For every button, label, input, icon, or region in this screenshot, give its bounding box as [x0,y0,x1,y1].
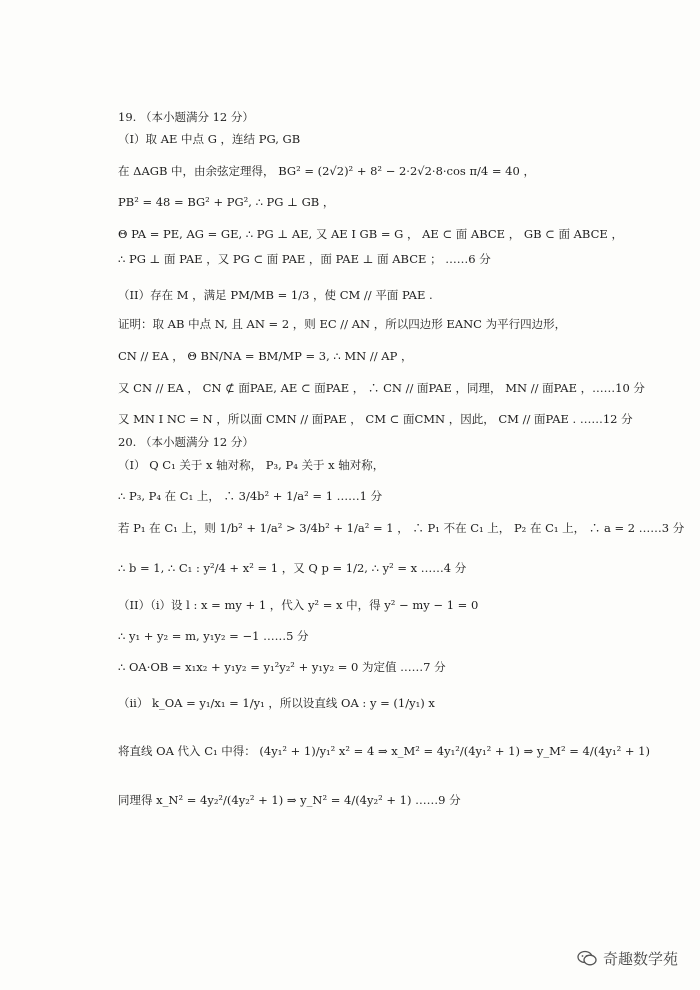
wechat-bubble-icon [577,950,597,967]
text-line: 证明：取 AB 中点 N, 且 AN = 2 ，则 EC // AN ，所以四边形 EANC 为平行四边形， [118,317,567,331]
text-line: ∴ PG ⊥ 面 PAE ，又 PG ⊂ 面 PAE ，面 PAE ⊥ 面 ABCE ； ……6 分 [118,252,491,266]
text-line: （I）取 AE 中点 G ，连结 PG, GB [118,132,301,146]
text-line: ∴ y₁ + y₂ = m, y₁y₂ = −1 ……5 分 [118,629,309,643]
text-line: 在 ΔAGB 中，由余弦定理得， BG² = (2√2)² + 8² − 2·2√2·8·cos π/4 = 40 ， [118,164,535,178]
text-line: 又 CN // EA ， CN ⊄ 面PAE, AE ⊂ 面PAE ， ∴ CN // 面PAE ，同理， MN // 面PAE ，……10 分 [118,381,645,395]
text-line: ∴ OA·OB = x₁x₂ + y₁y₂ = y₁²y₂² + y₁y₂ = 0 为定值 ……7 分 [118,660,446,674]
text-line: 若 P₁ 在 C₁ 上，则 1/b² + 1/a² > 3/4b² + 1/a² = 1 ， ∴ P₁ 不在 C₁ 上， P₂ 在 C₁ 上， ∴ a = 2 ……3 分 [118,521,685,535]
text-line: ∴ P₃, P₄ 在 C₁ 上， ∴ 3/4b² + 1/a² = 1 ……1 分 [118,489,383,503]
text-line: CN // EA ， Θ BN/NA = BM/MP = 3, ∴ MN // AP ， [118,349,413,363]
text-line: （II）存在 M ，满足 PM/MB = 1/3 ，使 CM // 平面 PAE . [118,288,433,302]
text-line: （II）（i）设 l : x = my + 1 ，代入 y² = x 中，得 y² − my − 1 = 0 [118,598,479,612]
watermark-text: 奇趣数学苑 [602,950,678,968]
text-line: （I） Q C₁ 关于 x 轴对称， P₃, P₄ 关于 x 轴对称， [118,458,385,472]
text-line: 19. （本小题满分 12 分） [118,110,254,124]
text-line: 又 MN I NC = N ，所以面 CMN // 面PAE ， CM ⊂ 面CMN ，因此， CM // 面PAE . ……12 分 [118,412,633,426]
text-line: ∴ b = 1, ∴ C₁ : y²/4 + x² = 1 ，又 Q p = 1/2, ∴ y² = x ……4 分 [118,561,467,575]
text-line: 20. （本小题满分 12 分） [118,435,254,449]
watermark [577,948,678,969]
text-line: 将直线 OA 代入 C₁ 中得： (4y₁² + 1)/y₁² x² = 4 ⇒ x_M² = 4y₁²/(4y₁² + 1) ⇒ y_M² = 4/(4y₁² + 1) [118,744,650,758]
text-line: PB² = 48 = BG² + PG², ∴ PG ⊥ GB ， [118,195,335,209]
text-line: Θ PA = PE, AG = GE, ∴ PG ⊥ AE, 又 AE I GB = G ， AE ⊂ 面 ABCE ， GB ⊂ 面 ABCE ， [118,227,623,241]
text-line: （ii） k_OA = y₁/x₁ = 1/y₁ ，所以设直线 OA : y = (1/y₁) x [118,696,435,710]
text-line: 同理得 x_N² = 4y₂²/(4y₂² + 1) ⇒ y_N² = 4/(4y₂² + 1) ……9 分 [118,793,461,807]
